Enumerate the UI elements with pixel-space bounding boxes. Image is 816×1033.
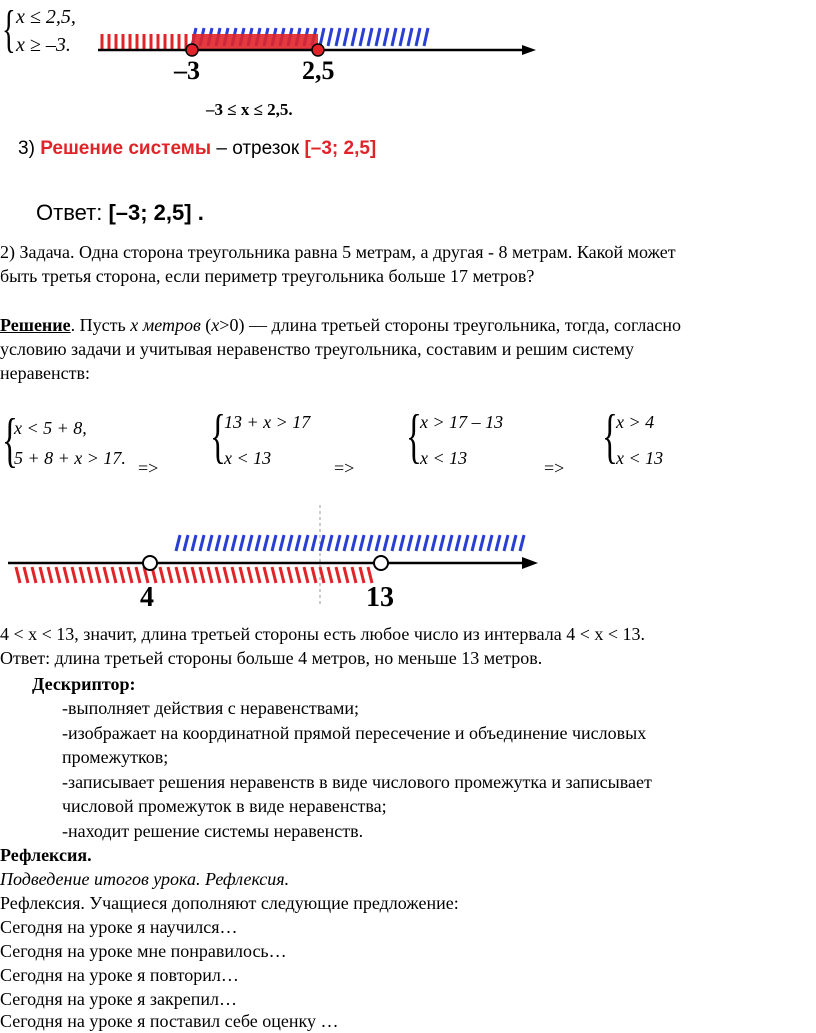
blue-hatching xyxy=(176,535,524,551)
system1-line1: x < 5 + 8, xyxy=(14,418,87,438)
axis-arrow xyxy=(522,45,536,55)
solution-para-line2: условию задачи и учитывая неравенство треугольника, составим и решим систему xyxy=(0,339,635,359)
solution-para-line1 xyxy=(0,313,681,337)
second-number-line xyxy=(0,505,540,605)
task-line1: 2) Задача. Одна сторона треугольника равна 5 метрам, а другая - 8 метрам. Какой может xyxy=(0,242,676,262)
reflection-title: Рефлексия. xyxy=(0,845,92,865)
point-minus-3 xyxy=(186,44,198,56)
top-label-left: –3 xyxy=(174,56,200,85)
system1-brace: { xyxy=(2,407,18,473)
top-system-line1: x ≤ 2,5, xyxy=(16,6,76,28)
descriptor-item-1: -выполняет действия с неравенствами; xyxy=(62,698,360,718)
system2-line2: x < 13 xyxy=(224,448,272,468)
solution-var: x метров xyxy=(130,315,201,335)
reflection-line-4: Сегодня на уроке я закрепил… xyxy=(0,989,237,1009)
descriptor-item-6: -находит решение системы неравенств. xyxy=(62,821,364,841)
item-number: 3) xyxy=(18,138,35,159)
arrow-2: => xyxy=(334,458,355,478)
descriptor-title: Дескриптор: xyxy=(32,674,136,694)
second-label-left: 4 xyxy=(140,582,154,613)
system2-brace: { xyxy=(210,403,226,469)
task-line2: быть третья сторона, если периметр треугольника больше 17 метров? xyxy=(0,266,535,286)
axis-arrow xyxy=(522,557,538,569)
system3-line2: x < 13 xyxy=(420,448,468,468)
answer-label: Ответ: xyxy=(36,200,109,225)
result-line2: Ответ: длина третьей стороны больше 4 метров, но меньше 13 метров. xyxy=(0,648,543,668)
arrow-1: => xyxy=(138,458,159,478)
system3-brace: { xyxy=(406,403,422,469)
reflection-intro: Рефлексия. Учащиеся дополняют следующие предложение: xyxy=(0,893,459,913)
interval: [–3; 2,5] xyxy=(304,138,377,159)
descriptor-item-2: -изображает на координатной прямой пересечение и объединение числовых xyxy=(62,723,647,743)
top-system-line2: x ≥ –3. xyxy=(16,34,71,56)
open-point-4 xyxy=(143,556,157,570)
descriptor-item-3: промежутков; xyxy=(62,747,169,767)
descriptor-item-5: числовой промежуток в виде неравенства; xyxy=(62,796,387,816)
solution-rest: >0) — длина третьей стороны треугольника, тогда, согласно xyxy=(219,315,682,335)
red-hatching xyxy=(102,34,186,50)
point-2-5 xyxy=(312,44,324,56)
solution-paren: ( xyxy=(200,315,212,335)
reflection-line-5: Сегодня на уроке я поставил себе оценку … xyxy=(0,1011,339,1031)
reflection-line-1: Сегодня на уроке я научился… xyxy=(0,917,238,937)
system4-brace: { xyxy=(602,403,618,469)
combined-inequality: –3 ≤ x ≤ 2,5. xyxy=(206,100,293,119)
solution-heading: Решение xyxy=(0,315,71,335)
solution-after: . Пусть xyxy=(70,315,131,335)
second-label-right: 13 xyxy=(366,582,394,613)
solution-line xyxy=(18,138,376,160)
reflection-subtitle: Подведение итогов урока. Рефлексия. xyxy=(0,869,290,889)
result-line1: 4 < x < 13, значит, длина третьей стороны есть любое число из интервала 4 < x < 13. xyxy=(0,624,646,644)
reflection-line-2: Сегодня на уроке мне понравилось… xyxy=(0,941,287,961)
open-point-13 xyxy=(374,556,388,570)
system4-line1: x > 4 xyxy=(616,412,655,432)
top-label-right: 2,5 xyxy=(302,56,335,85)
system1-line2: 5 + 8 + x > 17. xyxy=(14,448,126,468)
dash-text: – отрезок xyxy=(211,138,305,159)
answer-value: [–3; 2,5] . xyxy=(108,200,204,225)
intersection-band xyxy=(192,34,318,50)
solution-label: Решение системы xyxy=(40,138,212,159)
top-system-brace: { xyxy=(2,1,16,58)
top-answer xyxy=(36,200,204,226)
system4-line2: x < 13 xyxy=(616,448,664,468)
system3-line1: x > 17 – 13 xyxy=(420,412,504,432)
system2-line1: 13 + x > 17 xyxy=(224,412,311,432)
red-hatching xyxy=(16,567,372,583)
arrow-3: => xyxy=(544,458,565,478)
solution-x: x xyxy=(211,315,220,335)
solution-para-line3: неравенств: xyxy=(0,363,90,383)
reflection-line-3: Сегодня на уроке я повторил… xyxy=(0,965,239,985)
descriptor-item-4: -записывает решения неравенств в виде числового промежутка и записывает xyxy=(62,772,652,792)
